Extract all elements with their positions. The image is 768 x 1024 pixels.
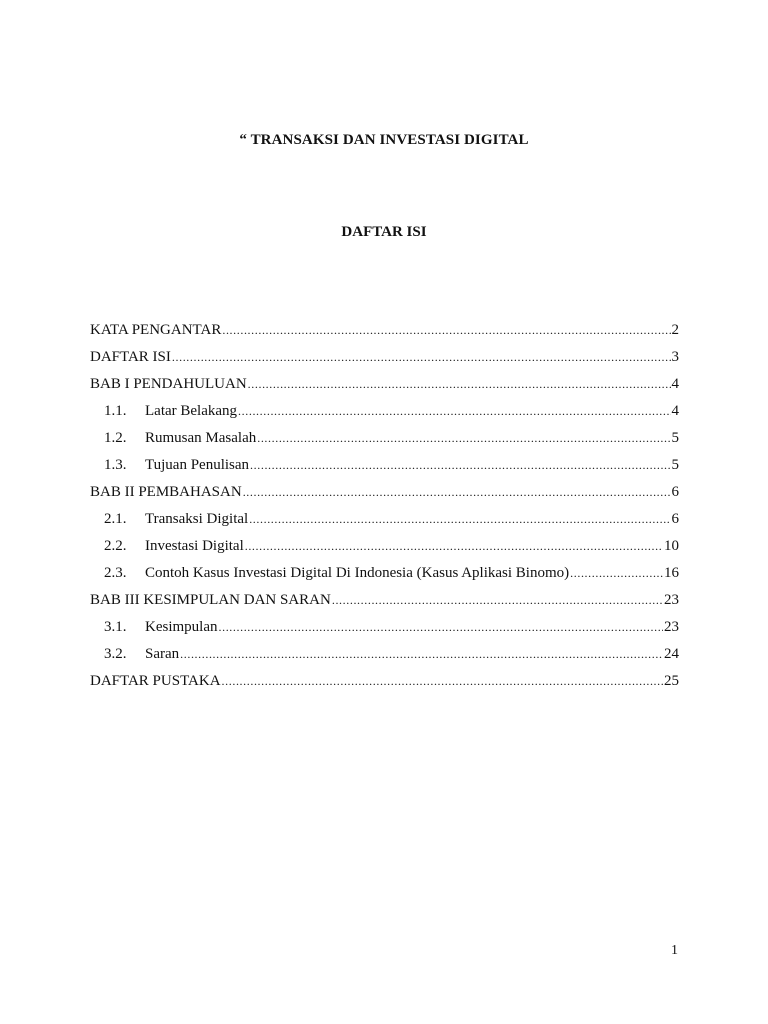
toc-dot-leader [172, 350, 671, 365]
toc-entry[interactable] [90, 322, 679, 349]
toc-entry-number: 3.2. [104, 646, 127, 662]
toc-entry[interactable] [90, 484, 679, 511]
toc-dot-leader [249, 512, 670, 527]
toc-dot-leader [222, 674, 663, 689]
toc-entry-page: 6 [671, 484, 679, 500]
toc-entry-number: 2.1. [104, 511, 127, 527]
toc-entry[interactable] [90, 646, 679, 673]
toc-dot-leader [238, 404, 670, 419]
toc-entry-page: 24 [664, 646, 679, 662]
toc-dot-leader [570, 566, 663, 581]
toc-entry[interactable] [90, 565, 679, 592]
toc-dot-leader [243, 485, 671, 500]
toc-entry-number: 1.3. [104, 457, 127, 473]
page-number: 1 [671, 943, 678, 958]
toc-entry-number: 3.1. [104, 619, 127, 635]
toc-dot-leader [250, 458, 670, 473]
toc-entry-label: Tujuan Penulisan [145, 457, 250, 473]
toc-entry-label: DAFTAR ISI [90, 349, 171, 365]
toc-entry-page: 6 [671, 511, 679, 527]
toc-entry[interactable] [90, 376, 679, 403]
toc-entry-label: DAFTAR PUSTAKA [90, 673, 221, 689]
toc-entry[interactable] [90, 673, 679, 700]
document-title: “ TRANSAKSI DAN INVESTASI DIGITAL [239, 132, 529, 148]
toc-dot-leader [219, 620, 664, 635]
toc-entry-label: Latar Belakang [145, 403, 238, 419]
toc-dot-leader [248, 377, 671, 392]
toc-entry-label: Investasi Digital [145, 538, 244, 554]
toc-entry-label: KATA PENGANTAR [90, 322, 222, 338]
toc-entry-page: 16 [664, 565, 679, 581]
toc-entry-label: BAB II PEMBAHASAN [90, 484, 242, 500]
toc-entry-page: 5 [671, 457, 679, 473]
toc-entry-page: 25 [664, 673, 679, 689]
toc-entry-page: 23 [664, 592, 679, 608]
toc-entry[interactable] [90, 403, 679, 430]
toc-entry-label: Contoh Kasus Investasi Digital Di Indonesia (Kasus Aplikasi Binomo) [145, 565, 570, 581]
toc-entry-label: BAB I PENDAHULUAN [90, 376, 247, 392]
toc-entry[interactable] [90, 592, 679, 619]
table-of-contents [90, 322, 679, 700]
toc-entry[interactable] [90, 430, 679, 457]
toc-entry-number: 2.3. [104, 565, 127, 581]
toc-entry-number: 2.2. [104, 538, 127, 554]
toc-entry[interactable] [90, 619, 679, 646]
toc-entry[interactable] [90, 511, 679, 538]
toc-entry[interactable] [90, 349, 679, 376]
toc-entry-label: Saran [145, 646, 180, 662]
toc-entry-page: 5 [671, 430, 679, 446]
toc-entry-label: BAB III KESIMPULAN DAN SARAN [90, 592, 331, 608]
toc-dot-leader [257, 431, 670, 446]
toc-entry-page: 10 [664, 538, 679, 554]
toc-entry-page: 3 [671, 349, 679, 365]
toc-entry-page: 2 [671, 322, 679, 338]
toc-dot-leader [332, 593, 663, 608]
toc-entry-page: 4 [671, 376, 679, 392]
toc-entry-number: 1.2. [104, 430, 127, 446]
toc-entry[interactable] [90, 457, 679, 484]
toc-entry-number: 1.1. [104, 403, 127, 419]
toc-entry-label: Rumusan Masalah [145, 430, 257, 446]
toc-dot-leader [222, 323, 670, 338]
toc-entry-label: Kesimpulan [145, 619, 218, 635]
toc-entry-page: 4 [671, 403, 679, 419]
toc-dot-leader [180, 647, 663, 662]
toc-heading: DAFTAR ISI [341, 224, 427, 240]
toc-dot-leader [245, 539, 663, 554]
toc-entry-label: Transaksi Digital [145, 511, 249, 527]
toc-entry[interactable] [90, 538, 679, 565]
toc-entry-page: 23 [664, 619, 679, 635]
